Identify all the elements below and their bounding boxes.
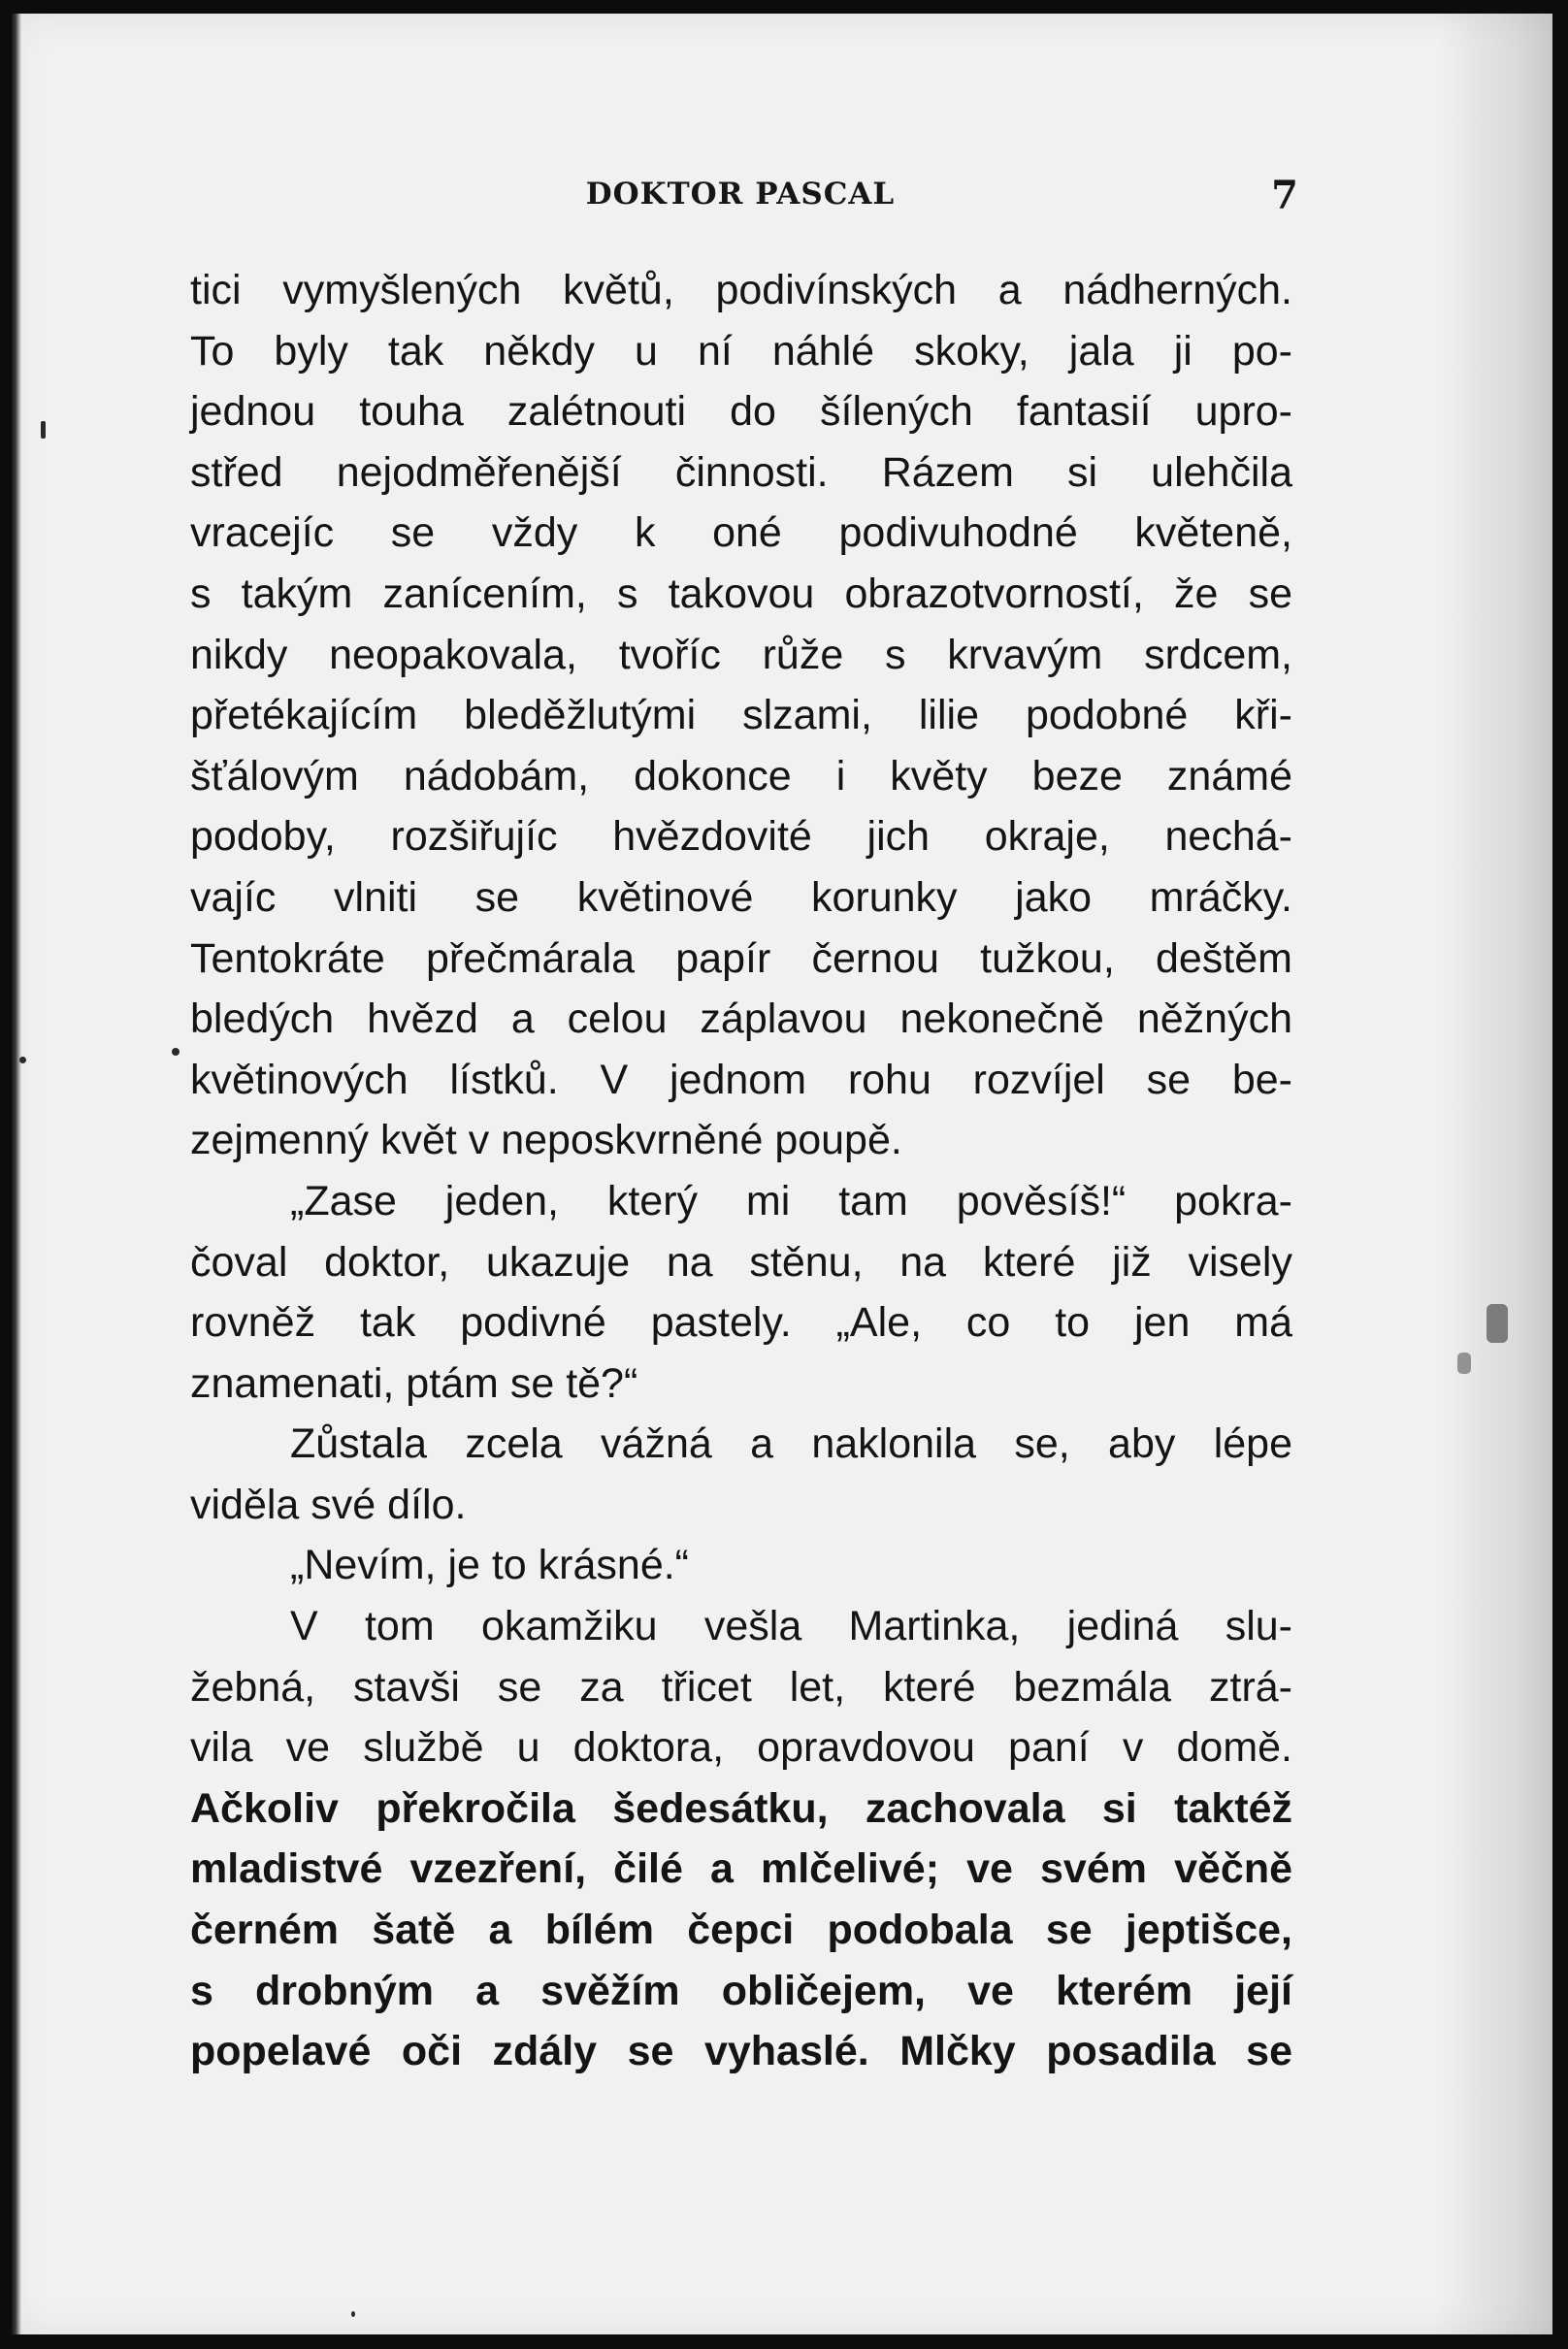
text-line: střed nejodměřenější činnosti. Rázem si ulehčila xyxy=(190,448,1292,496)
text-line: popelavé oči zdály se vyhaslé. Mlčky posadila se xyxy=(190,2028,1292,2075)
text-line: Ačkoliv překročila šedesátku, zachovala si taktéž xyxy=(190,1784,1292,1832)
text-line: s drobným a svěžím obličejem, ve kterém její xyxy=(190,1967,1292,2014)
text-line: jednou touha zalétnouti do šílených fantasií upro- xyxy=(190,388,1292,436)
print-speck xyxy=(1486,1304,1508,1343)
page-number: 7 xyxy=(1271,173,1298,218)
text-line: květinových lístků. V jednom rohu rozvíjel se be- xyxy=(190,1056,1292,1103)
text-line: s takým zanícením, s takovou obrazotvorností, že se xyxy=(190,570,1292,617)
page-edge-shading xyxy=(1436,14,1552,2334)
print-speck xyxy=(172,1048,180,1056)
text-line: V tom okamžiku vešla Martinka, jediná slu- xyxy=(290,1603,1292,1650)
print-speck xyxy=(1457,1353,1471,1374)
text-line: To byly tak někdy u ní náhlé skoky, jala ji po- xyxy=(190,327,1292,375)
text-line: Zůstala zcela vážná a naklonila se, aby lépe xyxy=(290,1420,1292,1468)
text-line: přetékajícím bleděžlutými slzami, lilie podobné kři- xyxy=(190,692,1292,739)
text-line: podoby, rozšiřujíc hvězdovité jich okraje, nechá- xyxy=(190,813,1292,861)
text-line: vajíc vlniti se květinové korunky jako mráčky. xyxy=(190,873,1292,921)
text-line: bledých hvězd a celou záplavou nekonečně něžných xyxy=(190,995,1292,1043)
page-binding-shadow xyxy=(12,14,21,2334)
text-line: vila ve službě u doktora, opravdovou paní v domě. xyxy=(190,1724,1292,1772)
text-line: rovněž tak podivné pastely. „Ale, co to jen má xyxy=(190,1299,1292,1347)
text-line: viděla své dílo. xyxy=(190,1481,467,1528)
print-speck xyxy=(351,2311,355,2317)
text-line: čoval doktor, ukazuje na stěnu, na které již visely xyxy=(190,1238,1292,1286)
text-line: zejmenný květ v neposkvrněné poupě. xyxy=(190,1117,902,1164)
book-page xyxy=(12,14,1552,2334)
text-line: znamenati, ptám se tě?“ xyxy=(190,1359,638,1407)
text-line: tici vymyšlených květů, podivínských a nádherných. xyxy=(190,267,1292,313)
body-text xyxy=(190,260,1292,2082)
text-line: Tentokráte přečmárala papír černou tužkou, deštěm xyxy=(190,934,1292,982)
running-header xyxy=(182,173,1298,219)
print-speck xyxy=(41,421,46,439)
text-line: žebná, stavši se za třicet let, které bezmála ztrá- xyxy=(190,1663,1292,1711)
print-speck xyxy=(19,1057,26,1063)
text-line: mladistvé vzezření, čilé a mlčelivé; ve svém věčně xyxy=(190,1845,1292,1893)
text-line: černém šatě a bílém čepci podobala se jeptišce, xyxy=(190,1907,1292,1954)
running-title: DOKTOR PASCAL xyxy=(585,177,896,212)
text-line: „Zase jeden, který mi tam pověsíš!“ pokra- xyxy=(290,1177,1292,1224)
text-line: nikdy neopakovala, tvoříc růže s krvavým srdcem, xyxy=(190,631,1292,678)
text-line: šťálovým nádobám, dokonce i květy beze známé xyxy=(190,752,1292,799)
text-line: vracejíc se vždy k oné podivuhodné květeně, xyxy=(190,509,1292,557)
text-line: „Nevím, je to krásné.“ xyxy=(290,1542,689,1589)
